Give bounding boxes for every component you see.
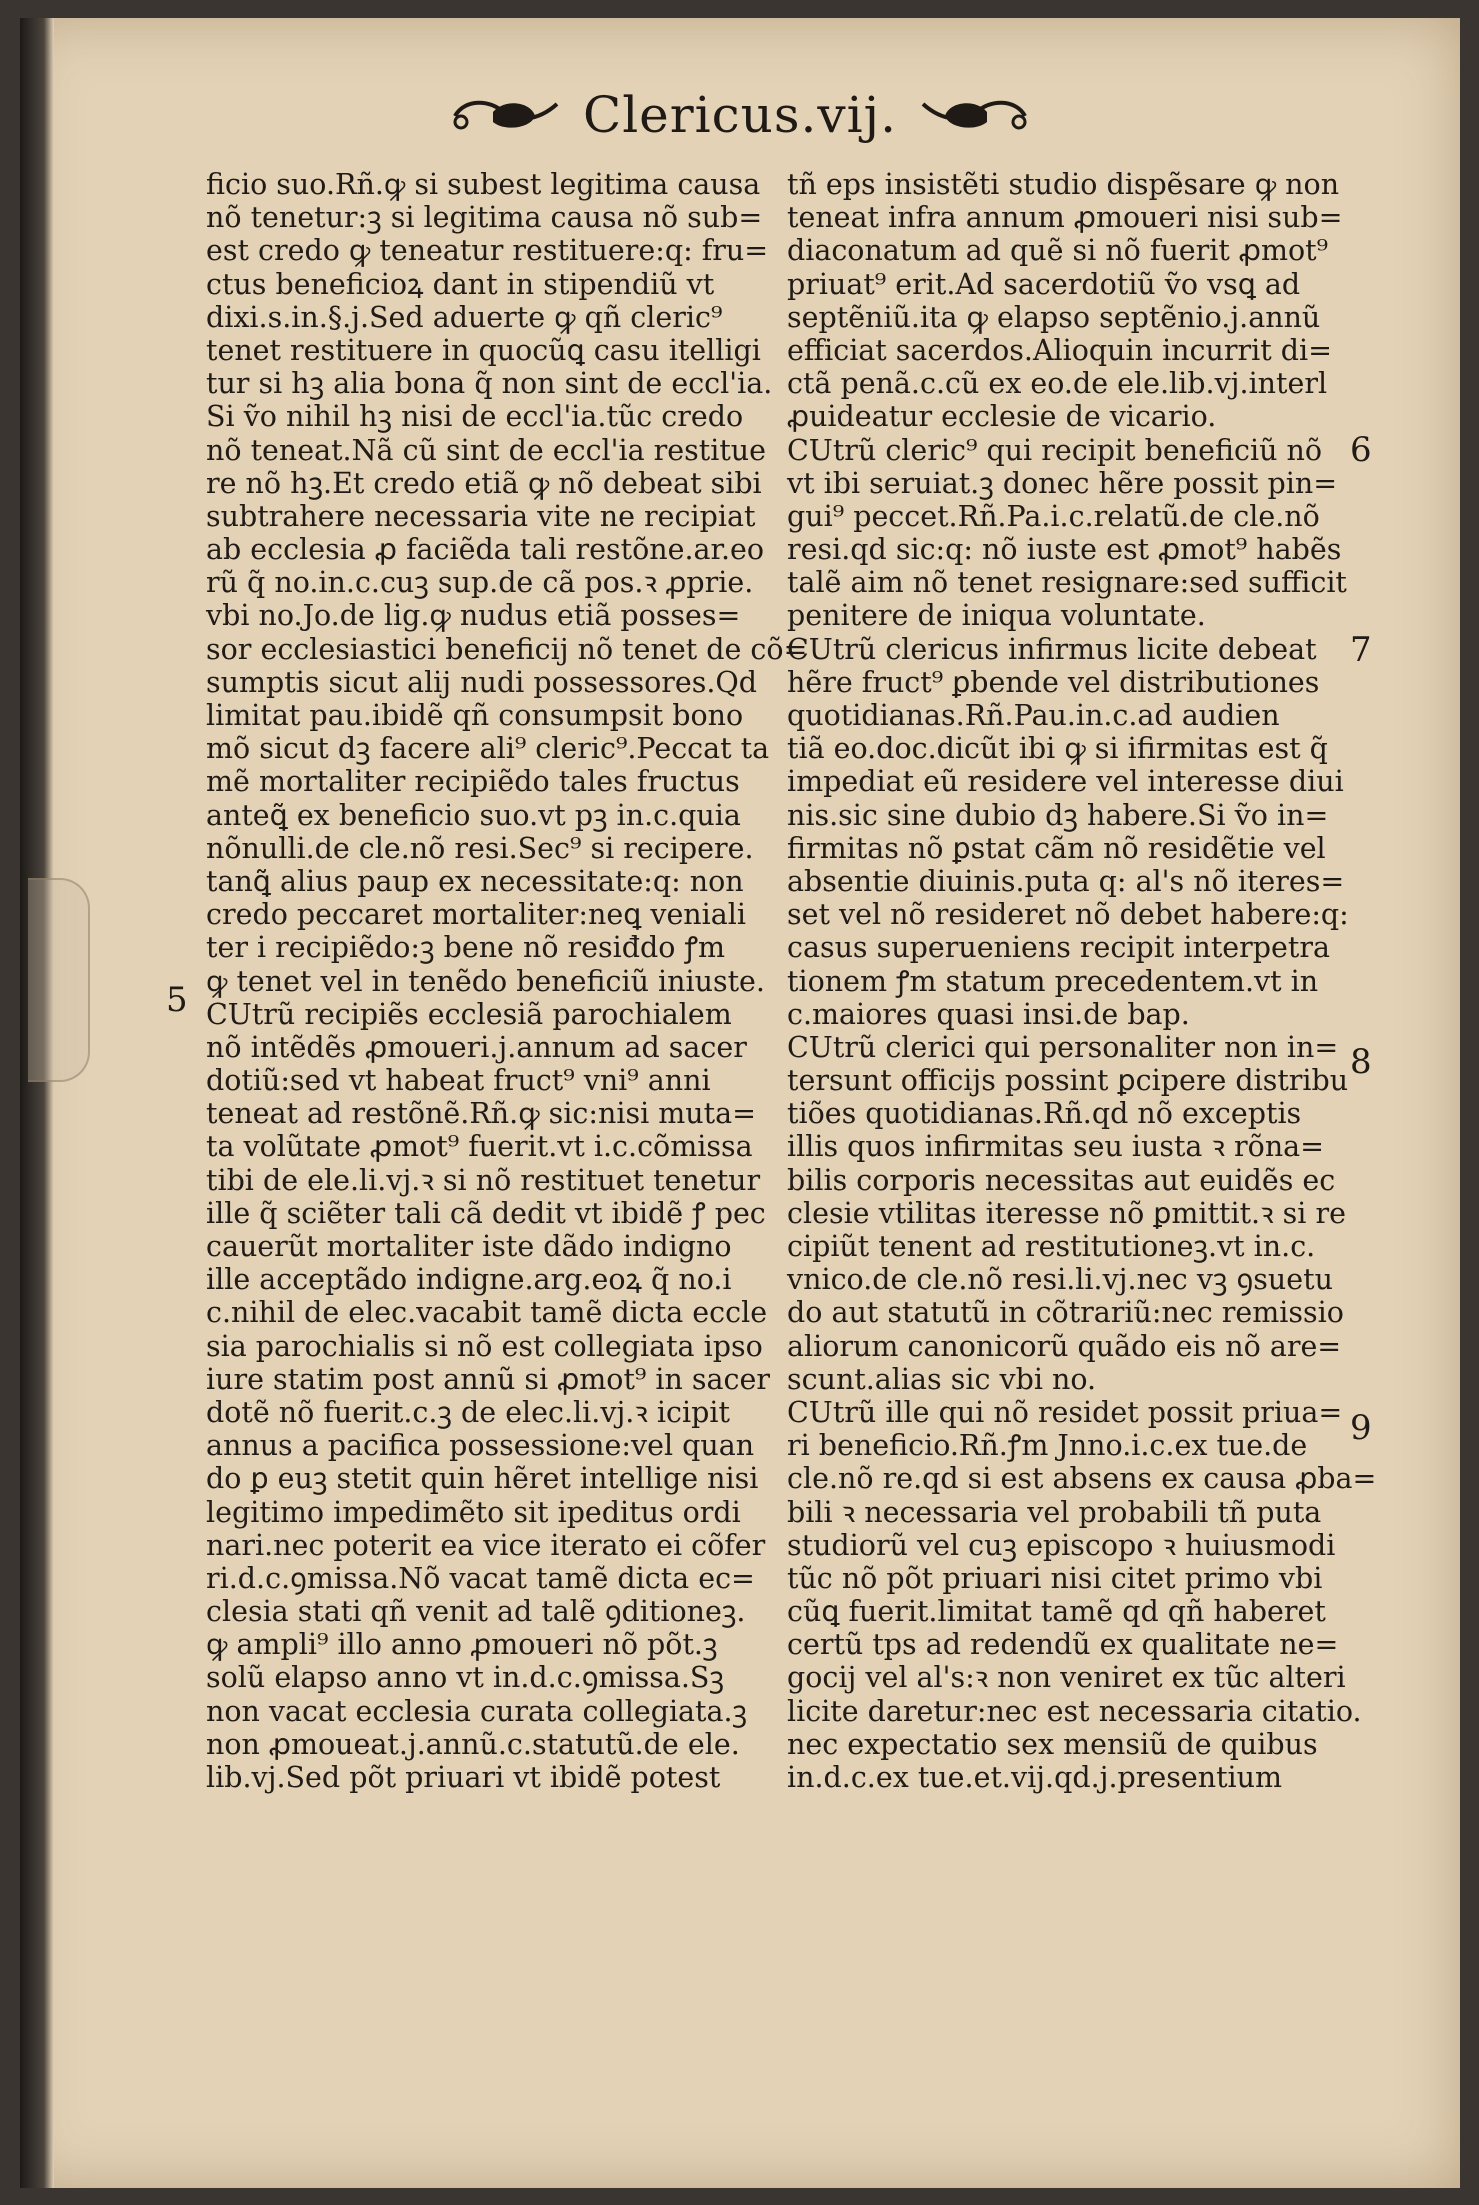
text-line: cle.nõ re.qd si est absens ex causa ꝓba= <box>787 1462 1377 1496</box>
text-line: anteꝗ̃ ex beneficio suo.vt pꝫ in.c.quia <box>206 798 741 832</box>
text-line: non ꝓmoueat.j.annũ.c.statutũ.de ele. <box>206 1727 740 1761</box>
text-line: tibi de ele.li.vj.ꝛ si nõ restituet tenetur <box>206 1163 761 1197</box>
text-line: dotiũ:sed vt habeat fruct⁹ vni⁹ anni <box>206 1064 711 1098</box>
text-line: re nõ hꝫ.Et credo etiã ꝙ nõ debeat sibi <box>206 466 762 500</box>
text-line: lib.vj.Sed põt priuari vt ibidẽ potest <box>206 1761 721 1794</box>
text-line: illis quos infirmitas seu iusta ꝛ rõna= <box>787 1130 1325 1164</box>
margin-number-6: 6 <box>1350 430 1372 470</box>
text-line: tanꝗ̃ alius paup ex necessitate:q: non <box>206 864 744 898</box>
text-line: talẽ aim nõ tenet resignare:sed sufficit <box>787 566 1347 600</box>
book-page <box>20 18 1460 2188</box>
text-line: gocij vel al's:ꝛ non veniret ex tũc alteri <box>787 1661 1346 1695</box>
text-line: do aut statutũ in cõtrariũ:nec remissio <box>787 1296 1344 1330</box>
text-line: tñ eps insistẽti studio dispẽsare ꝙ non <box>787 168 1340 201</box>
text-line: iure statim post annũ si ꝓmot⁹ in sacer <box>206 1362 770 1396</box>
text-line: casus superueniens recipit interpetra <box>787 931 1330 965</box>
text-line: bilis corporis necessitas aut euidẽs ec <box>787 1163 1336 1197</box>
running-head <box>20 80 1460 150</box>
text-line: licite daretur:nec est necessaria citatio. <box>787 1694 1362 1728</box>
text-line: c.maiores quasi insi.de bap. <box>787 997 1190 1031</box>
text-line: ꝓuideatur ecclesie de vicario. <box>787 400 1217 434</box>
text-line: sia parochialis si nõ est collegiata ipso <box>206 1329 763 1363</box>
text-line: gui⁹ peccet.Rñ.Pa.i.c.relatũ.de cle.nõ <box>787 499 1320 533</box>
text-line: hẽre fruct⁹ ꝑbende vel distributiones <box>787 665 1320 699</box>
text-line: nõ teneat.Nã cũ sint de eccl'ia restitue <box>206 433 767 467</box>
running-head-title: Clericus.vij. <box>582 86 898 144</box>
text-line: clesie vtilitas iteresse nõ ꝑmittit.ꝛ si re <box>787 1196 1346 1230</box>
text-line: nõ intẽdẽs ꝓmoueri.j.annum ad sacer <box>206 1030 747 1064</box>
text-line: set vel nõ resideret nõ debet habere:q: <box>787 898 1349 932</box>
text-line: tiã eo.doc.dicũt ibi ꝙ si ifirmitas est q̃ <box>787 732 1328 766</box>
text-line: vt ibi seruiat.ꝫ donec hẽre possit pin= <box>787 466 1338 500</box>
text-line: ab ecclesia ꝓ faciẽda tali restõne.ar.eo <box>206 533 765 567</box>
text-line: priuat⁹ erit.Ad sacerdotiũ ṽo vsꝗ ad <box>787 267 1301 301</box>
text-line: do ꝑ euꝫ stetit quin hẽret intellige nisi <box>206 1462 759 1496</box>
text-line: ta volũtate ꝓmot⁹ fuerit.vt i.c.cõmissa <box>206 1130 753 1164</box>
right-leaf-ornament-icon <box>915 92 1035 138</box>
text-line: efficiat sacerdos.Alioquin incurrit di= <box>787 333 1332 367</box>
text-line: vbi no.Jo.de lig.ꝙ nudus etiã posses= <box>206 599 741 633</box>
margin-number-7: 7 <box>1350 630 1372 670</box>
left-text-column <box>206 168 808 1794</box>
text-line: sor ecclesiastici beneficij nõ tenet de cõ= <box>206 632 808 666</box>
text-line: ille q̃ sciẽter tali cã dedit vt ibidẽ ꝭ pec <box>206 1196 766 1230</box>
text-line: ꝙ tenet vel in tenẽdo beneficiũ iniuste. <box>206 964 765 998</box>
margin-number-5: 5 <box>166 980 188 1020</box>
text-line: rũ q̃ no.in.c.cuꝫ sup.de cã pos.ꝛ ꝓprie. <box>206 566 754 600</box>
text-line: solũ elapso anno vt in.d.c.ꝯmissa.Sꝫ <box>206 1661 725 1695</box>
text-line: nõnulli.de cle.nõ resi.Sec⁹ si recipere. <box>206 831 754 865</box>
text-line: nari.nec poterit ea vice iterato ei cõfer <box>206 1528 766 1562</box>
text-line: quotidianas.Rñ.Pau.in.c.ad audien <box>787 699 1280 732</box>
text-line: aliorum canonicorũ quãdo eis nõ are= <box>787 1329 1342 1363</box>
text-line: Si ṽo nihil hꝫ nisi de eccl'ia.tũc credo <box>206 400 744 434</box>
text-line: tiões quotidianas.Rñ.qd nõ exceptis <box>787 1097 1302 1131</box>
text-line: resi.qd sic:q: nõ iuste est ꝓmot⁹ habẽs <box>787 533 1342 567</box>
text-line: tenet restituere in quocũꝗ casu itelligi <box>206 333 761 367</box>
text-line: limitat pau.ibidẽ qñ consumpsit bono <box>206 699 744 732</box>
text-line: scunt.alias sic vbi no. <box>787 1362 1097 1396</box>
text-line: tur si hꝫ alia bona q̃ non sint de eccl'ia. <box>206 367 773 401</box>
text-line: nõ tenetur:ꝫ si legitima causa nõ sub= <box>206 201 763 235</box>
text-line: ille acceptãdo indigne.arg.eoꝝ q̃ no.i <box>206 1263 732 1297</box>
text-line: annus a pacifica possessione:vel quan <box>206 1429 755 1463</box>
left-leaf-ornament-icon <box>445 92 565 138</box>
text-line: CUtrũ cleric⁹ qui recipit beneficiũ nõ <box>787 433 1323 467</box>
text-line: septẽniũ.ita ꝙ elapso septẽnio.j.annũ <box>787 300 1321 334</box>
text-line: tionem ꝭm statum precedentem.vt in <box>787 964 1319 998</box>
text-line: non vacat ecclesia curata collegiata.ꝫ <box>206 1694 748 1728</box>
text-line: certũ tps ad redendũ ex qualitate ne= <box>787 1628 1339 1662</box>
text-line: ri beneficio.Rñ.ꝭm Jnno.i.c.ex tue.de <box>787 1429 1308 1463</box>
margin-number-9: 9 <box>1350 1408 1372 1448</box>
text-line: sumptis sicut alij nudi possessores.Qd <box>206 665 758 699</box>
text-line: c.nihil de elec.vacabit tamẽ dicta eccle <box>206 1296 768 1330</box>
text-line: legitimo impedimẽto sit ipeditus ordi <box>206 1495 741 1529</box>
text-line: credo peccaret mortaliter:neꝗ veniali <box>206 898 746 932</box>
text-line: CUtrũ recipiẽs ecclesiã parochialem <box>206 997 732 1031</box>
text-line: cauerũt mortaliter iste dãdo indigno <box>206 1230 732 1263</box>
text-line: CUtrũ clerici qui personaliter non in= <box>787 1030 1339 1064</box>
text-line: diaconatum ad quẽ si nõ fuerit ꝓmot⁹ <box>787 234 1329 268</box>
text-line: penitere de iniqua voluntate. <box>787 599 1206 633</box>
margin-number-8: 8 <box>1350 1042 1372 1082</box>
text-line: nec expectatio sex mensiũ de quibus <box>787 1727 1318 1761</box>
text-line: teneat infra annum ꝓmoueri nisi sub= <box>787 201 1343 235</box>
text-line: ctus beneficioꝝ dant in stipendiũ vt <box>206 267 715 301</box>
right-text-column <box>787 168 1377 1794</box>
text-line: firmitas nõ ꝑstat cãm nõ residẽtie vel <box>787 831 1326 865</box>
text-line: vnico.de cle.nõ resi.li.vj.nec vꝫ ꝯsuetu <box>787 1263 1333 1297</box>
text-line: subtrahere necessaria vite ne recipiat <box>206 499 756 533</box>
text-line: mõ sicut dꝫ facere ali⁹ cleric⁹.Peccat ta <box>206 732 770 766</box>
text-line: tersunt officijs possint ꝑcipere distribu <box>787 1064 1349 1098</box>
text-line: ter i recipiẽdo:ꝫ bene nõ resiđdo ꝭm <box>206 931 726 965</box>
text-line: bili ꝛ necessaria vel probabili tñ puta <box>787 1495 1322 1529</box>
binding-gutter <box>20 18 54 2188</box>
text-line: ꝙ ampli⁹ illo anno ꝓmoueri nõ põt.ꝫ <box>206 1628 718 1662</box>
text-line: est credo ꝙ teneatur restituere:q: fru= <box>206 234 769 268</box>
text-line: dixi.s.in.§.j.Sed aduerte ꝙ qñ cleric⁹ <box>206 300 723 334</box>
text-line: CUtrũ clericus infirmus licite debeat <box>787 632 1317 666</box>
text-line: ficio suo.Rñ.ꝙ si subest legitima causa <box>206 168 761 201</box>
text-line: CUtrũ ille qui nõ residet possit priua= <box>787 1395 1343 1429</box>
text-line: studiorũ vel cuꝫ episcopo ꝛ huiusmodi <box>787 1528 1336 1562</box>
text-line: absentie diuinis.puta q: al's nõ iteres= <box>787 864 1345 898</box>
text-line: mẽ mortaliter recipiẽdo tales fructus <box>206 765 740 799</box>
page-tab-shadow <box>28 878 90 1082</box>
text-line: cũꝗ fuerit.limitat tamẽ qd qñ haberet <box>787 1595 1326 1629</box>
text-line: cipiũt tenent ad restitutioneꝫ.vt in.c. <box>787 1230 1316 1263</box>
text-line: ri.d.c.ꝯmissa.Nõ vacat tamẽ dicta ec= <box>206 1561 755 1595</box>
text-line: tũc nõ põt priuari nisi citet primo vbi <box>787 1561 1323 1595</box>
text-line: ctã penã.c.cũ ex eo.de ele.lib.vj.interl <box>787 367 1328 401</box>
text-line: dotẽ nõ fuerit.c.ꝫ de elec.li.vj.ꝛ icipit <box>206 1395 730 1429</box>
text-line: teneat ad restõnẽ.Rñ.ꝙ sic:nisi muta= <box>206 1097 756 1131</box>
text-line: in.d.c.ex tue.et.vij.qd.j.presentium <box>787 1761 1283 1794</box>
text-line: nis.sic sine dubio dꝫ habere.Si ṽo in= <box>787 798 1329 832</box>
text-line: impediat eũ residere vel interesse diui <box>787 765 1344 799</box>
text-line: clesia stati qñ venit ad talẽ ꝯditioneꝫ. <box>206 1595 746 1629</box>
